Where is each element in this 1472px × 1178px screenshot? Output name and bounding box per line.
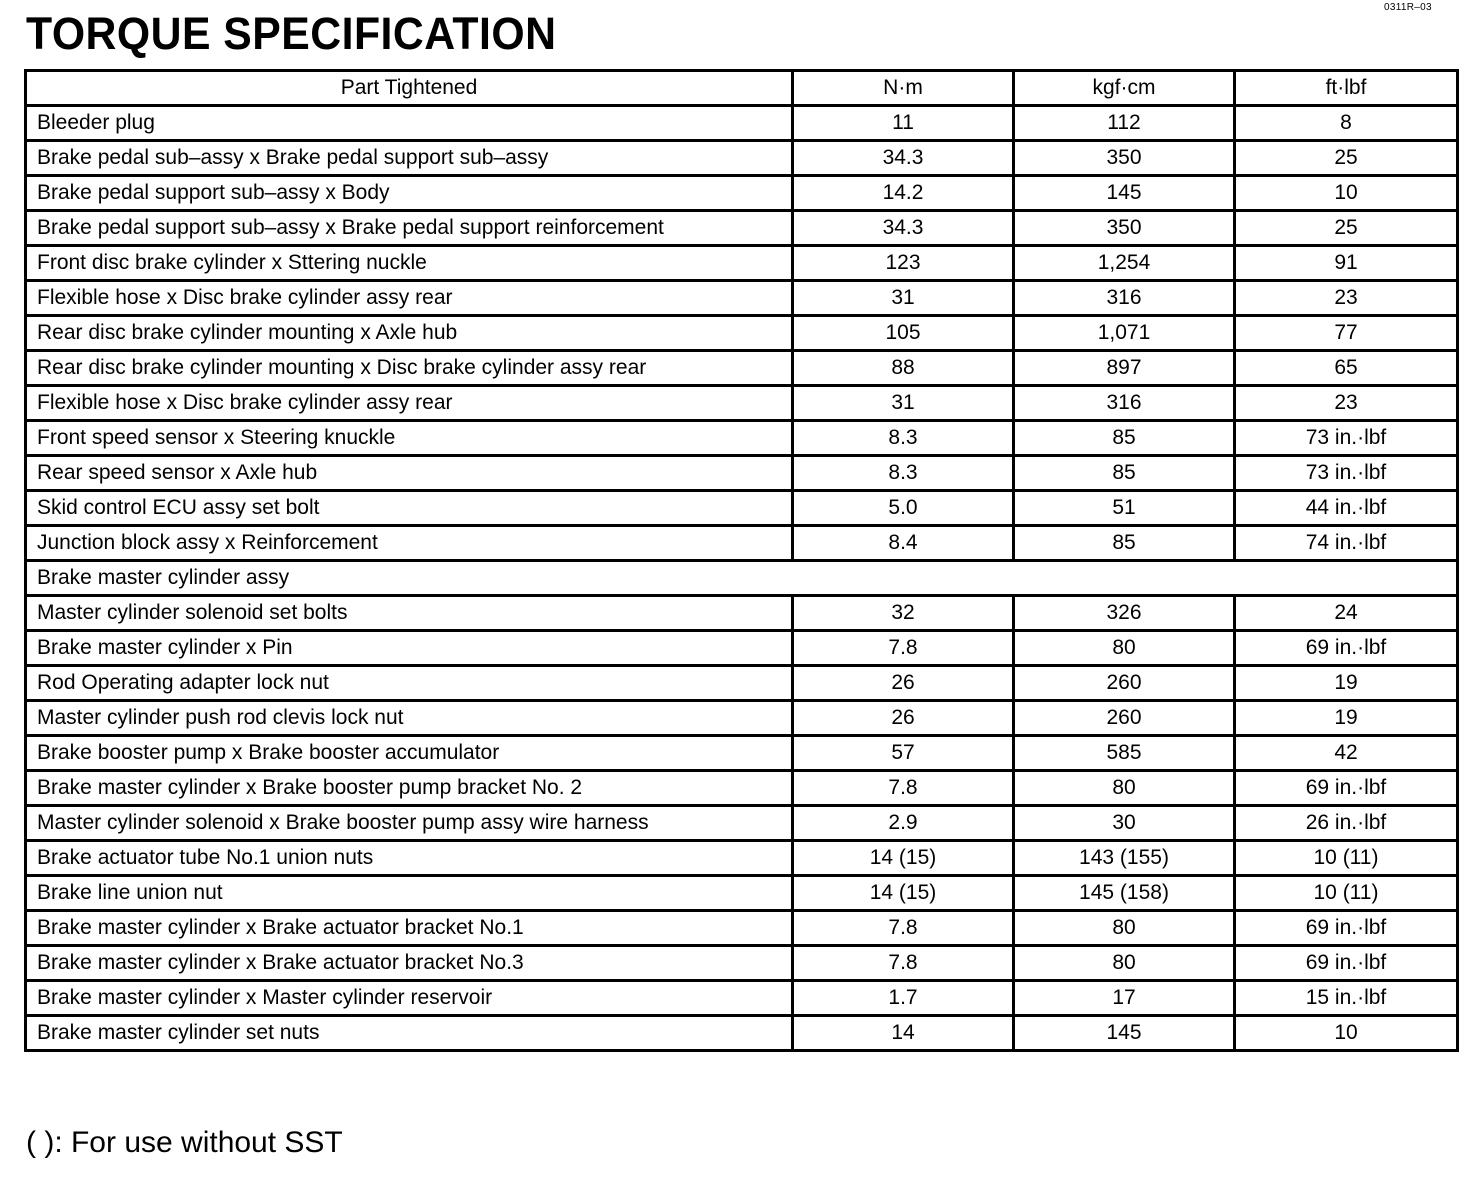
- table-row: [26, 526, 1458, 561]
- header-ftlbf: ft·lbf: [1235, 71, 1458, 106]
- kgfcm-cell: 85: [1014, 456, 1235, 491]
- nm-cell: 26: [793, 701, 1014, 736]
- footnote: ( ): For use without SST: [26, 1126, 343, 1159]
- part-cell: Front disc brake cylinder x Sttering nuckle: [26, 246, 793, 281]
- table-row: [26, 421, 1458, 456]
- table-row: [26, 351, 1458, 386]
- part-cell: Bleeder plug: [26, 106, 793, 141]
- table-row: [26, 456, 1458, 491]
- part-cell: Brake pedal sub–assy x Brake pedal support sub–assy: [26, 141, 793, 176]
- table-row: [26, 106, 1458, 141]
- ftlbf-cell: 69 in.·lbf: [1235, 946, 1458, 981]
- kgfcm-cell: 316: [1014, 386, 1235, 421]
- nm-cell: 14 (15): [793, 841, 1014, 876]
- part-cell: Skid control ECU assy set bolt: [26, 491, 793, 526]
- nm-cell: 8.3: [793, 421, 1014, 456]
- kgfcm-cell: 350: [1014, 141, 1235, 176]
- table-row: [26, 771, 1458, 806]
- nm-cell: 31: [793, 386, 1014, 421]
- ftlbf-cell: 10 (11): [1235, 876, 1458, 911]
- table-row: [26, 491, 1458, 526]
- kgfcm-cell: 897: [1014, 351, 1235, 386]
- kgfcm-cell: 85: [1014, 526, 1235, 561]
- table-row: [26, 911, 1458, 946]
- part-cell: Brake master cylinder x Pin: [26, 631, 793, 666]
- table-row: [26, 736, 1458, 771]
- table-row: [26, 1016, 1458, 1051]
- part-cell: Rod Operating adapter lock nut: [26, 666, 793, 701]
- part-cell: Brake line union nut: [26, 876, 793, 911]
- part-cell: Brake master cylinder x Brake actuator bracket No.3: [26, 946, 793, 981]
- table-header-row: [26, 71, 1458, 106]
- ftlbf-cell: 24: [1235, 596, 1458, 631]
- section-label: Brake master cylinder assy: [26, 561, 1458, 596]
- table-row: [26, 631, 1458, 666]
- ftlbf-cell: 23: [1235, 386, 1458, 421]
- part-cell: Brake master cylinder x Brake booster pump bracket No. 2: [26, 771, 793, 806]
- table-row: [26, 386, 1458, 421]
- kgfcm-cell: 350: [1014, 211, 1235, 246]
- nm-cell: 5.0: [793, 491, 1014, 526]
- kgfcm-cell: 145: [1014, 1016, 1235, 1051]
- nm-cell: 7.8: [793, 911, 1014, 946]
- ftlbf-cell: 25: [1235, 141, 1458, 176]
- header-nm: N·m: [793, 71, 1014, 106]
- ftlbf-cell: 19: [1235, 701, 1458, 736]
- part-cell: Brake pedal support sub–assy x Brake pedal support reinforcement: [26, 211, 793, 246]
- nm-cell: 34.3: [793, 211, 1014, 246]
- kgfcm-cell: 17: [1014, 981, 1235, 1016]
- nm-cell: 26: [793, 666, 1014, 701]
- nm-cell: 57: [793, 736, 1014, 771]
- part-cell: Master cylinder push rod clevis lock nut: [26, 701, 793, 736]
- part-cell: Rear disc brake cylinder mounting x Axle hub: [26, 316, 793, 351]
- part-cell: Master cylinder solenoid x Brake booster pump assy wire harness: [26, 806, 793, 841]
- section-row: [26, 561, 1458, 596]
- kgfcm-cell: 80: [1014, 771, 1235, 806]
- part-cell: Master cylinder solenoid set bolts: [26, 596, 793, 631]
- ftlbf-cell: 69 in.·lbf: [1235, 771, 1458, 806]
- kgfcm-cell: 30: [1014, 806, 1235, 841]
- kgfcm-cell: 145 (158): [1014, 876, 1235, 911]
- kgfcm-cell: 585: [1014, 736, 1235, 771]
- table-row: [26, 876, 1458, 911]
- ftlbf-cell: 42: [1235, 736, 1458, 771]
- kgfcm-cell: 85: [1014, 421, 1235, 456]
- table-row: [26, 176, 1458, 211]
- document-code: 0311R–03: [1384, 2, 1432, 13]
- part-cell: Brake master cylinder x Master cylinder reservoir: [26, 981, 793, 1016]
- kgfcm-cell: 80: [1014, 946, 1235, 981]
- part-cell: Junction block assy x Reinforcement: [26, 526, 793, 561]
- ftlbf-cell: 91: [1235, 246, 1458, 281]
- nm-cell: 32: [793, 596, 1014, 631]
- ftlbf-cell: 23: [1235, 281, 1458, 316]
- nm-cell: 7.8: [793, 946, 1014, 981]
- nm-cell: 8.4: [793, 526, 1014, 561]
- kgfcm-cell: 80: [1014, 911, 1235, 946]
- kgfcm-cell: 143 (155): [1014, 841, 1235, 876]
- part-cell: Flexible hose x Disc brake cylinder assy rear: [26, 386, 793, 421]
- ftlbf-cell: 15 in.·lbf: [1235, 981, 1458, 1016]
- part-cell: Brake master cylinder set nuts: [26, 1016, 793, 1051]
- ftlbf-cell: 73 in.·lbf: [1235, 456, 1458, 491]
- table-row: [26, 666, 1458, 701]
- header-part-tightened: Part Tightened: [26, 71, 793, 106]
- kgfcm-cell: 1,071: [1014, 316, 1235, 351]
- table-row: [26, 596, 1458, 631]
- nm-cell: 105: [793, 316, 1014, 351]
- part-cell: Rear disc brake cylinder mounting x Disc brake cylinder assy rear: [26, 351, 793, 386]
- kgfcm-cell: 260: [1014, 701, 1235, 736]
- nm-cell: 123: [793, 246, 1014, 281]
- ftlbf-cell: 25: [1235, 211, 1458, 246]
- ftlbf-cell: 19: [1235, 666, 1458, 701]
- nm-cell: 2.9: [793, 806, 1014, 841]
- part-cell: Brake booster pump x Brake booster accumulator: [26, 736, 793, 771]
- nm-cell: 1.7: [793, 981, 1014, 1016]
- table-row: [26, 211, 1458, 246]
- table-row: [26, 281, 1458, 316]
- ftlbf-cell: 26 in.·lbf: [1235, 806, 1458, 841]
- kgfcm-cell: 316: [1014, 281, 1235, 316]
- part-cell: Brake actuator tube No.1 union nuts: [26, 841, 793, 876]
- kgfcm-cell: 1,254: [1014, 246, 1235, 281]
- ftlbf-cell: 65: [1235, 351, 1458, 386]
- page-title: TORQUE SPECIFICATION: [26, 8, 557, 59]
- nm-cell: 14: [793, 1016, 1014, 1051]
- part-cell: Flexible hose x Disc brake cylinder assy rear: [26, 281, 793, 316]
- part-cell: Brake pedal support sub–assy x Body: [26, 176, 793, 211]
- table-row: [26, 316, 1458, 351]
- kgfcm-cell: 145: [1014, 176, 1235, 211]
- kgfcm-cell: 326: [1014, 596, 1235, 631]
- ftlbf-cell: 69 in.·lbf: [1235, 911, 1458, 946]
- nm-cell: 7.8: [793, 631, 1014, 666]
- table-row: [26, 806, 1458, 841]
- nm-cell: 88: [793, 351, 1014, 386]
- nm-cell: 8.3: [793, 456, 1014, 491]
- ftlbf-cell: 10: [1235, 176, 1458, 211]
- ftlbf-cell: 73 in.·lbf: [1235, 421, 1458, 456]
- kgfcm-cell: 80: [1014, 631, 1235, 666]
- table-row: [26, 981, 1458, 1016]
- nm-cell: 31: [793, 281, 1014, 316]
- nm-cell: 7.8: [793, 771, 1014, 806]
- ftlbf-cell: 10: [1235, 1016, 1458, 1051]
- part-cell: Rear speed sensor x Axle hub: [26, 456, 793, 491]
- nm-cell: 34.3: [793, 141, 1014, 176]
- header-kgfcm: kgf·cm: [1014, 71, 1235, 106]
- kgfcm-cell: 260: [1014, 666, 1235, 701]
- table-row: [26, 946, 1458, 981]
- ftlbf-cell: 10 (11): [1235, 841, 1458, 876]
- part-cell: Front speed sensor x Steering knuckle: [26, 421, 793, 456]
- nm-cell: 14 (15): [793, 876, 1014, 911]
- ftlbf-cell: 8: [1235, 106, 1458, 141]
- part-cell: Brake master cylinder x Brake actuator bracket No.1: [26, 911, 793, 946]
- table-row: [26, 701, 1458, 736]
- torque-spec-table: [24, 69, 1459, 1052]
- ftlbf-cell: 77: [1235, 316, 1458, 351]
- nm-cell: 14.2: [793, 176, 1014, 211]
- ftlbf-cell: 44 in.·lbf: [1235, 491, 1458, 526]
- table-row: [26, 246, 1458, 281]
- ftlbf-cell: 74 in.·lbf: [1235, 526, 1458, 561]
- kgfcm-cell: 51: [1014, 491, 1235, 526]
- table-row: [26, 141, 1458, 176]
- table-row: [26, 841, 1458, 876]
- kgfcm-cell: 112: [1014, 106, 1235, 141]
- nm-cell: 11: [793, 106, 1014, 141]
- ftlbf-cell: 69 in.·lbf: [1235, 631, 1458, 666]
